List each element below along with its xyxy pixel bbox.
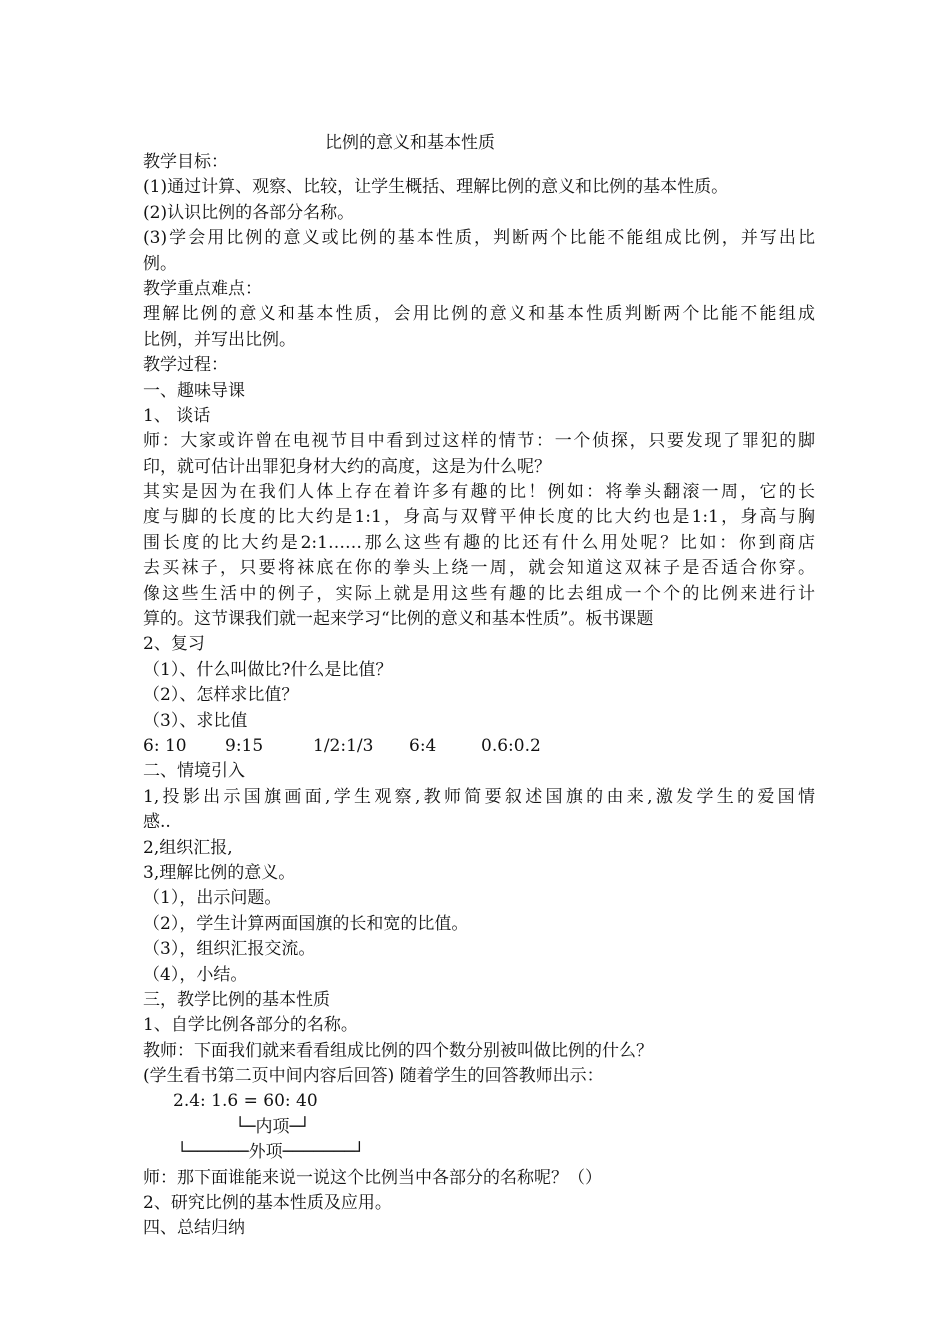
section-2-item-1-line-1: 1,投影出示国旗画面,学生观察,教师简要叙述国旗的由来,激发学生的爱国情	[143, 786, 815, 807]
ratio-item: 1/2:1/3	[313, 735, 374, 756]
section-2-item-1-line-2: 感..	[143, 812, 171, 833]
proportion-example: 2.4: 1.6 = 60: 40	[173, 1091, 318, 1112]
section-1-para-2-line-6: 算的。这节课我们就一起来学习“比例的意义和基本性质”。板书课题	[143, 609, 654, 630]
goal-3-line-2: 例。	[143, 253, 177, 274]
section-3-note: (学生看书第二页中间内容后回答) 随着学生的回答教师出示：	[143, 1066, 604, 1087]
section-1-item-1: 1、 谈话	[143, 405, 211, 426]
section-4-heading: 四、总结归纳	[143, 1218, 245, 1239]
section-2-sub-1: （1），出示问题。	[143, 888, 282, 909]
goal-1: (1)通过计算、观察、比较，让学生概括、理解比例的意义和比例的基本性质。	[143, 177, 729, 198]
section-1-item-2: 2、复习	[143, 634, 205, 655]
section-3-question: 师：那下面谁能来说一说这个比例当中各部分的名称呢？（）	[143, 1167, 602, 1188]
review-1: （1）、什么叫做比?什么是比值？	[143, 659, 393, 680]
key-points-heading: 教学重点难点：	[143, 278, 262, 299]
goal-3-line-1: (3)学会用比例的意义或比例的基本性质，判断两个比能不能组成比例，并写出比	[143, 228, 815, 249]
section-2-heading: 二、情境引入	[143, 761, 245, 782]
section-2-sub-4: （4），小结。	[143, 964, 248, 985]
section-1-para-2-line-5: 像这些生活中的例子，实际上就是用这些有趣的比去组成一个个的比例来进行计	[143, 583, 815, 604]
section-3-heading: 三，教学比例的基本性质	[143, 989, 330, 1010]
section-1-para-1-line-2: 印，就可估计出罪犯身材大约的高度，这是为什么呢？	[143, 456, 551, 477]
key-points-line-2: 比例，并写出比例。	[143, 329, 296, 350]
section-1-para-1-line-1: 师：大家或许曾在电视节目中看到过这样的情节：一个侦探，只要发现了罪犯的脚	[143, 431, 815, 452]
section-3-item-1: 1、自学比例各部分的名称。	[143, 1015, 358, 1036]
review-2: （2）、怎样求比值？	[143, 685, 299, 706]
document-title: 比例的意义和基本性质	[325, 133, 495, 153]
section-1-para-2-line-4: 去买袜子，只要将袜底在你的拳头上绕一周，就会知道这双袜子是否适合你穿。	[143, 558, 815, 579]
ratio-item: 6: 10	[143, 735, 187, 756]
outer-terms-bracket: └──────外项───────┘	[177, 1142, 365, 1163]
goal-2: (2)认识比例的各部分名称。	[143, 202, 355, 223]
goals-heading: 教学目标：	[143, 152, 228, 172]
section-2-item-3: 3,理解比例的意义。	[143, 862, 296, 883]
section-3-item-2: 2、研究比例的基本性质及应用。	[143, 1193, 392, 1214]
section-2-sub-2: （2），学生计算两面国旗的长和宽的比值。	[143, 913, 469, 934]
document-body	[143, 150, 815, 1242]
section-1-para-2-line-3: 围长度的比大约是2:1……那么这些有趣的比还有什么用处呢？比如：你到商店	[143, 532, 815, 553]
ratio-list	[143, 734, 815, 759]
ratio-item: 6:4	[409, 735, 437, 756]
section-2-item-2: 2,组织汇报,	[143, 837, 233, 858]
review-3: （3）、求比值	[143, 710, 248, 731]
section-3-teacher-line: 教师：下面我们就来看看组成比例的四个数分别被叫做比例的什么？	[143, 1040, 653, 1061]
process-heading: 教学过程：	[143, 355, 228, 376]
key-points-line-1: 理解比例的意义和基本性质，会用比例的意义和基本性质判断两个比能不能组成	[143, 304, 815, 325]
section-1-heading: 一、趣味导课	[143, 380, 245, 401]
ratio-item: 9:15	[225, 735, 264, 756]
section-2-sub-3: （3），组织汇报交流。	[143, 939, 316, 960]
section-1-para-2-line-1: 其实是因为在我们人体上存在着许多有趣的比！例如：将拳头翻滚一周，它的长	[143, 482, 815, 503]
ratio-item: 0.6:0.2	[481, 735, 541, 756]
inner-terms-bracket: └─内项─┘	[235, 1116, 310, 1137]
section-1-para-2-line-2: 度与脚的长度的比大约是1:1，身高与双臂平伸长度的比大约也是1:1，身高与胸	[143, 507, 815, 528]
